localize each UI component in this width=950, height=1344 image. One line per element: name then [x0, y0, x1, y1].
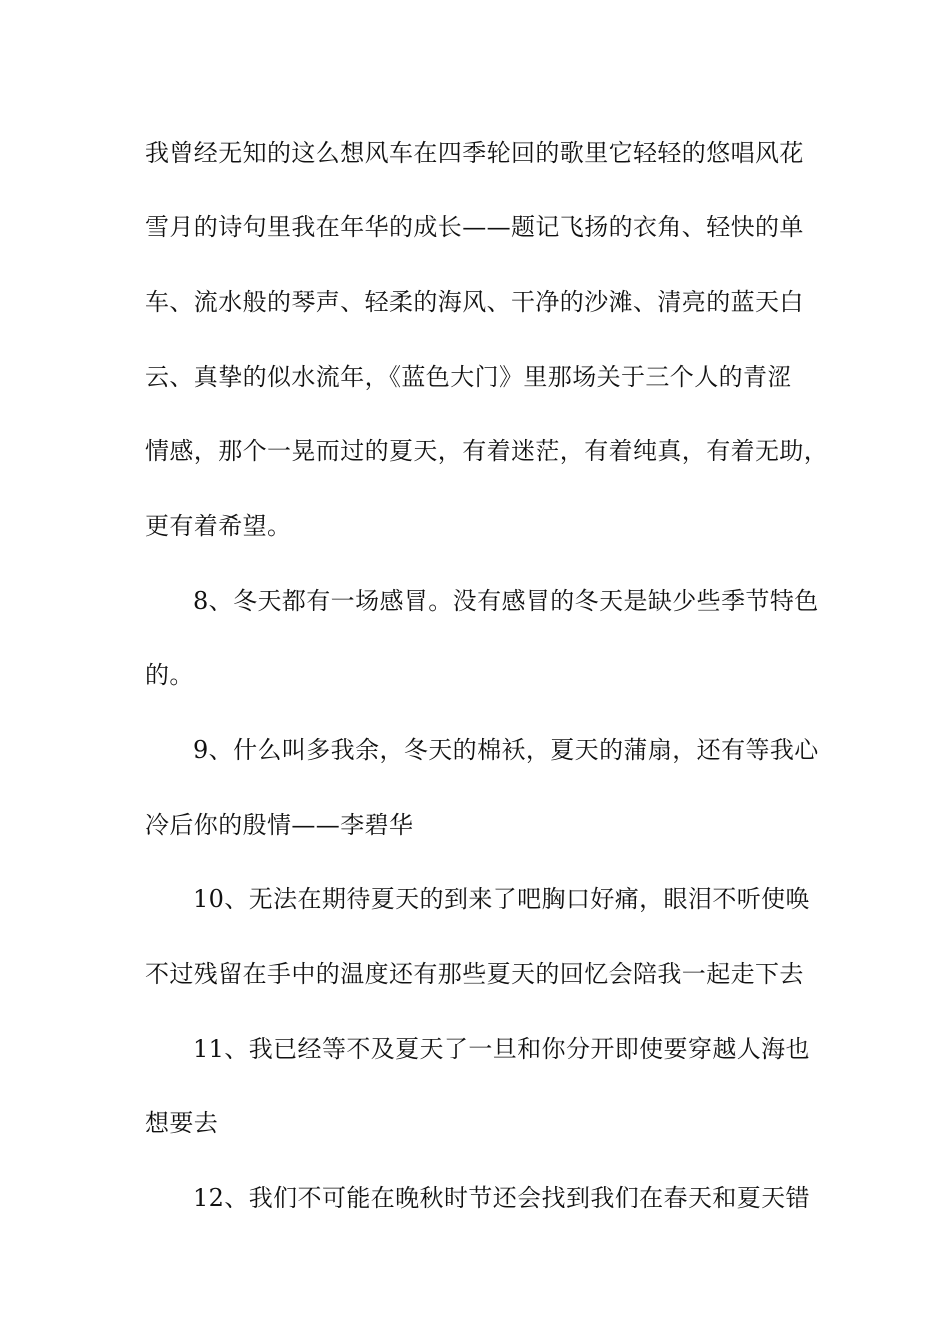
text-line: 更有着希望。	[145, 512, 292, 540]
text-line: 车、流水般的琴声、轻柔的海风、干净的沙滩、清亮的蓝天白	[145, 288, 804, 316]
text-line: 的。	[145, 661, 194, 689]
text-line: 云、真挚的似水流年，《蓝色大门》里那场关于三个人的青涩	[145, 363, 792, 391]
text-line: 情感，那个一晃而过的夏天，有着迷茫，有着纯真，有着无助，	[145, 437, 829, 465]
paragraph-8-line: 8、冬天都有一场感冒。没有感冒的冬天是缺少些季节特色	[193, 587, 819, 615]
text-line: 冷后你的殷情——李碧华	[145, 811, 414, 839]
paragraph-9-line: 9、什么叫多我余，冬天的棉袄，夏天的蒲扇，还有等我心	[193, 736, 819, 764]
text-line: 不过残留在手中的温度还有那些夏天的回忆会陪我一起走下去	[145, 960, 804, 988]
text-line: 想要去	[145, 1109, 219, 1137]
text-line: 雪月的诗句里我在年华的成长——题记飞扬的衣角、轻快的单	[145, 213, 804, 241]
paragraph-10-line: 10、无法在期待夏天的到来了吧胸口好痛，眼泪不听使唤	[193, 885, 810, 913]
paragraph-11-line: 11、我已经等不及夏天了一旦和你分开即使要穿越人海也	[193, 1035, 810, 1063]
text-line: 我曾经无知的这么想风车在四季轮回的歌里它轻轻的悠唱风花	[145, 139, 804, 167]
paragraph-12-line: 12、我们不可能在晚秋时节还会找到我们在春天和夏天错	[193, 1184, 810, 1212]
